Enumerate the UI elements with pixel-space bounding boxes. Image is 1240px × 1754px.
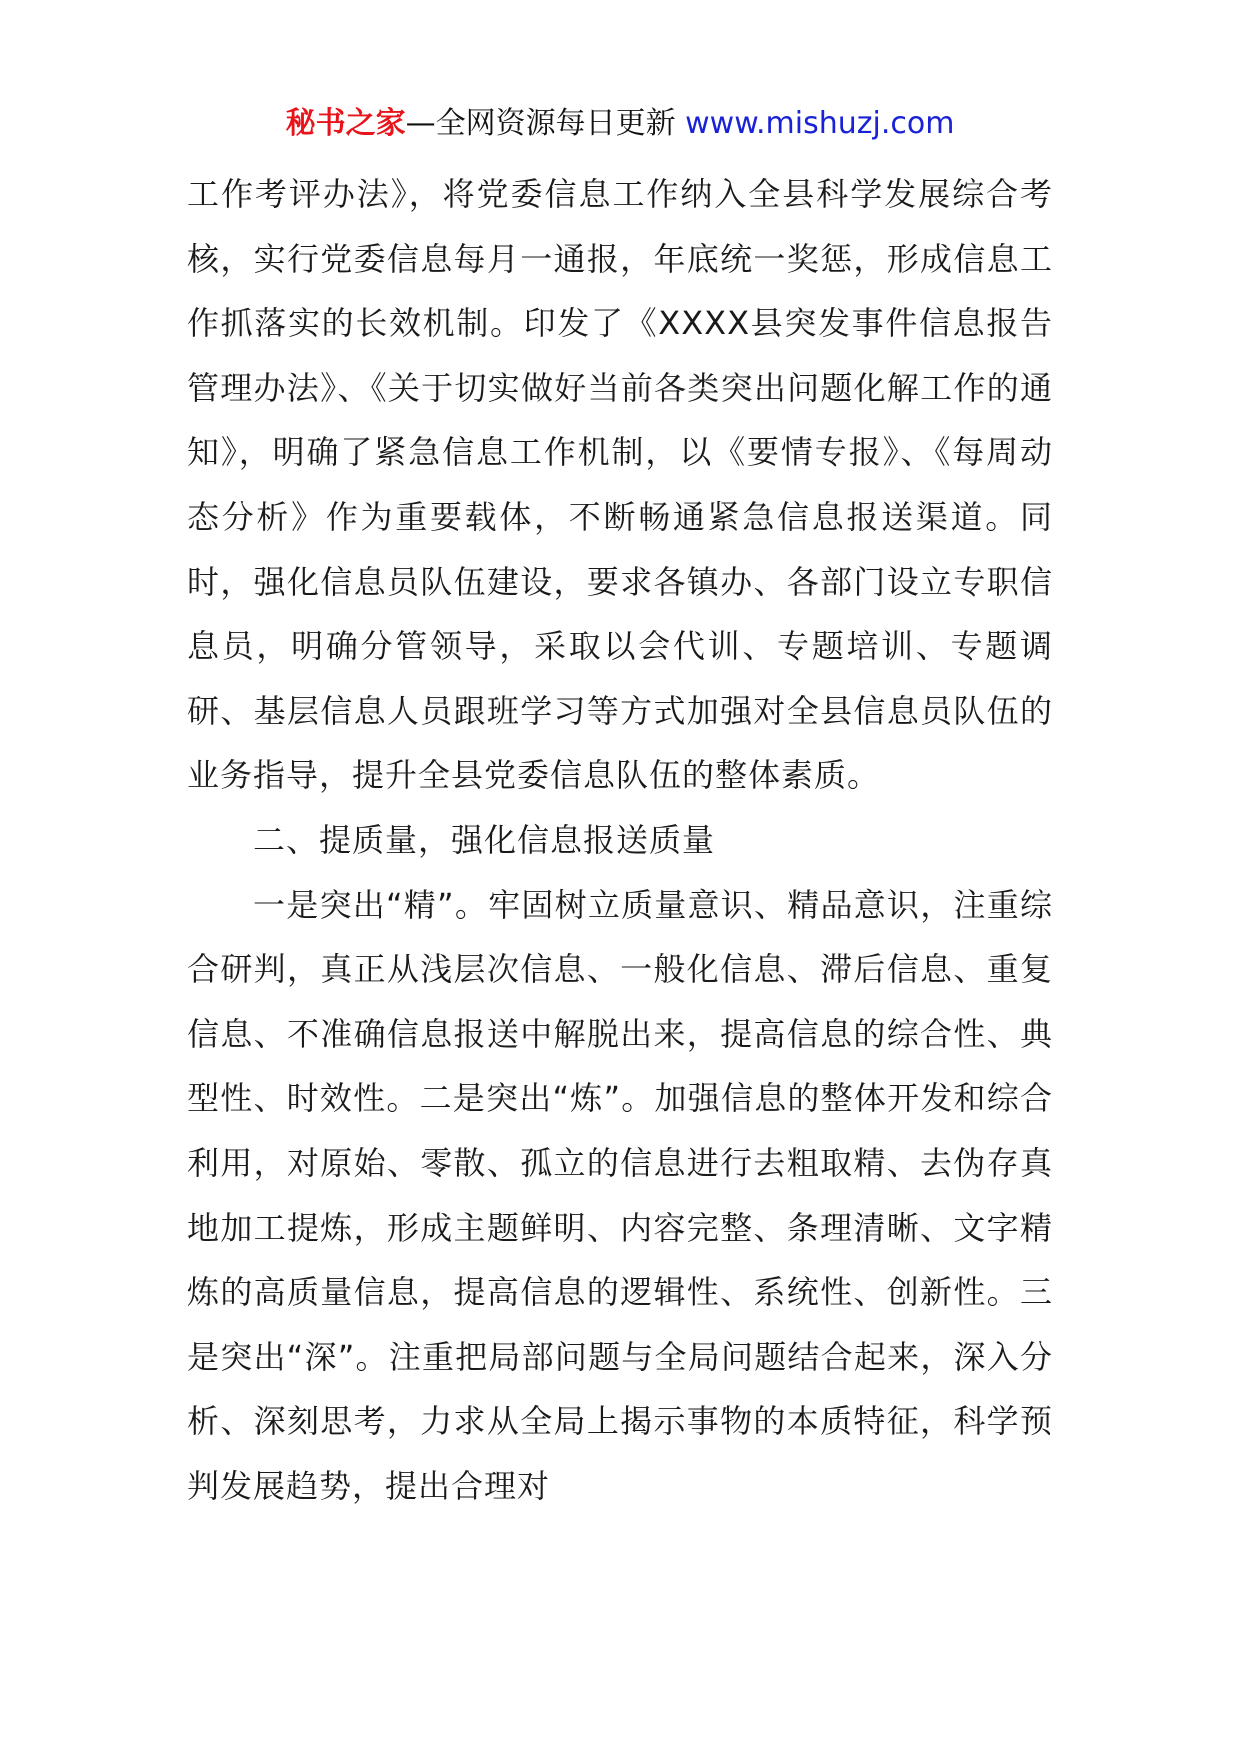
- header-tagline: —全网资源每日更新: [405, 106, 676, 141]
- section-heading: 二、提质量，强化信息报送质量: [253, 820, 716, 859]
- header-site-link[interactable]: www.mishuzj.com: [685, 106, 955, 141]
- document-body: [187, 162, 1053, 1518]
- page-header: [0, 100, 1240, 148]
- header-brand: 秘书之家: [285, 106, 406, 141]
- paragraph-continued: 工作考评办法》，将党委信息工作纳入全县科学发展综合考核，实行党委信息每月一通报，年底统一奖惩，形成信息工作抓落实的长效机制。印发了《XXXX县突发事件信息报告管理办法》、《关于切实做好当前各类突出问题化解工作的通知》，明确了紧急信息工作机制，以《要情专报》、《每周动态分析》作为重要载体，不断畅通紧急信息报送渠道。同时，强化信息员队伍建设，要求各镇办、各部门设立专职信息员，明确分管领导，采取以会代训、专题培训、专题调研、基层信息人员跟班学习等方式加强对全县信息员队伍的业务指导，提升全县党委信息队伍的整体素质。: [187, 175, 1053, 795]
- paragraph: 一是突出“精”。牢固树立质量意识、精品意识，注重综合研判，真正从浅层次信息、一般化信息、滞后信息、重复信息、不准确信息报送中解脱出来，提高信息的综合性、典型性、时效性。二是突出“炼”。加强信息的整体开发和综合利用，对原始、零散、孤立的信息进行去粗取精、去伪存真地加工提炼，形成主题鲜明、内容完整、条理清晰、文字精炼的高质量信息，提高信息的逻辑性、系统性、创新性。三是突出“深”。注重把局部问题与全局问题结合起来，深入分析、深刻思考，力求从全局上揭示事物的本质特征，科学预判发展趋势，提出合理对: [187, 885, 1053, 1505]
